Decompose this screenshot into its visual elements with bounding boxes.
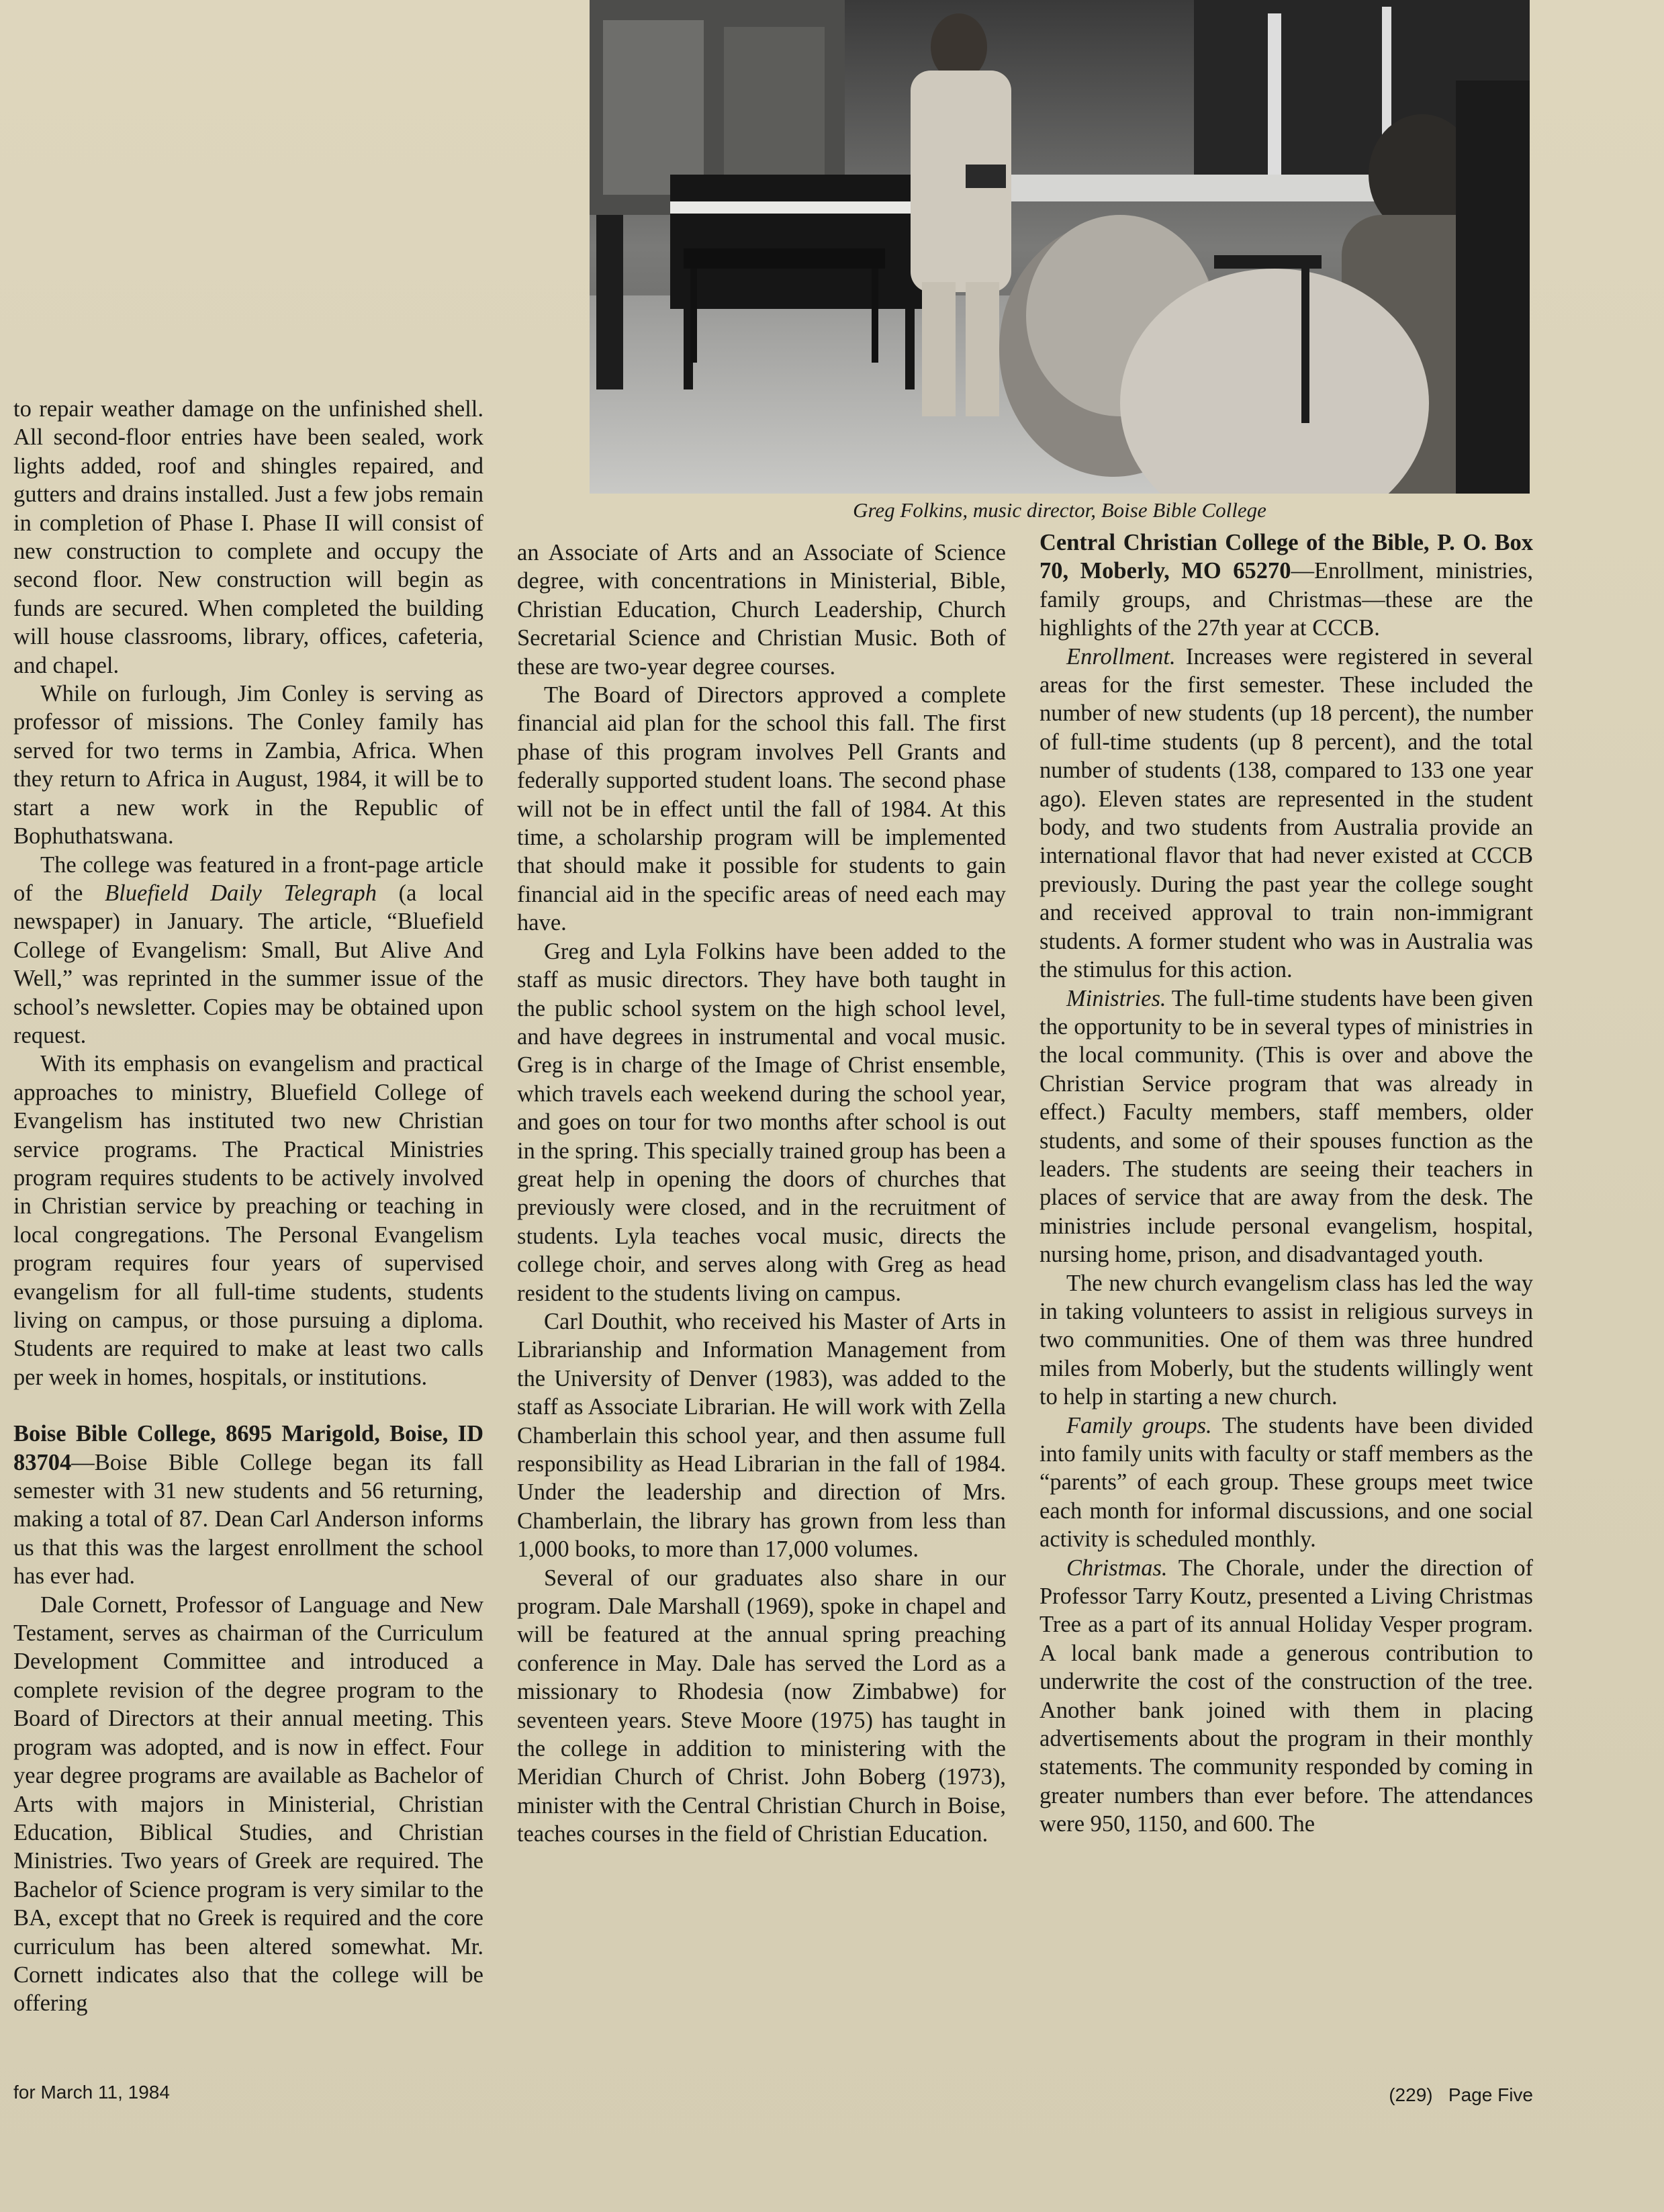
column-2: [517, 539, 1006, 1849]
text-run: The college was featured in a front-page article of the: [13, 851, 483, 906]
text-run: —Boise Bible College began its fall semester with 31 new students and 56 returning, making a total of 87. Dean Carl Anderson informs us that this was the largest enrollment the school has ever had.: [13, 1449, 483, 1589]
run-in-heading: Ministries.: [1066, 985, 1166, 1011]
run-in-heading: Enrollment.: [1066, 643, 1176, 670]
text-run: The Chorale, under the direction of Professor Tarry Koutz, presented a Living Christmas Tree as a part of its annual Holiday Vesper program. A local bank made a generous contribution to underwrite the cost of the construction of the tree. Another bank joined with them in placing advertisements about the program in their monthly statements. The community responded by coming in greater numbers than ever before. The attendances were 950, 1150, and 600. The: [1039, 1555, 1533, 1837]
section-heading: Boise Bible College, 8695 Marigold, Boise, ID 83704: [13, 1421, 483, 1475]
text-run: The full-time students have been given the opportunity to be in several types of ministries in the local community. (This is over and above the Christian Service program that was already in effect.) Faculty members, staff members, older students, and some of their spouses function as the leaders. The students are seeing their teachers in places of service that are away from the desk. The ministries include personal evangelism, hospital, nursing home, prison, and disadvantaged youth.: [1039, 985, 1533, 1268]
run-in-heading: Family groups.: [1066, 1412, 1212, 1438]
photo-caption: Greg Folkins, music director, Boise Bible College: [853, 498, 1266, 522]
paragraph: [1039, 643, 1533, 984]
section-boise-bible-college: [13, 1420, 483, 1590]
text-run: The students have been divided into family units with faculty or staff members as the “parents” of each group. These groups meet twice each month for informal discussions, and one social activity is scheduled monthly.: [1039, 1412, 1533, 1553]
run-in-heading: Christmas.: [1066, 1555, 1168, 1581]
section-central-christian-college: [1039, 528, 1533, 643]
text-run: (a local newspaper) in January. The article, “Bluefield College of Evangelism: Small, But Alive And Well,” was reprinted in the summer issue of the school’s newsletter. Copies may be obtained upon request.: [13, 880, 483, 1048]
footer-page-number: (229) Page Five: [1389, 2084, 1533, 2105]
paragraph: Several of our graduates also share in our program. Dale Marshall (1969), spoke in chapel and will be featured at the annual spring preaching conference in May. Dale has served the Lord as a missionary to Rhodesia (now Zimbabwe) for seventeen years. Steve Moore (1975) has taught in the college in addition to ministering with the Meridian Church of Christ. John Boberg (1973), minister with the Central Christian Church in Boise, teaches courses in the field of Christian Education.: [517, 1565, 1006, 1847]
footer-date: for March 11, 1984: [13, 2082, 170, 2103]
paragraph: [13, 851, 483, 1050]
paragraph: The new church evangelism class has led the way in taking volunteers to assist in religious surveys in two communities. One of them was three hundred miles from Moberly, but the students willingly went to help in starting a new church.: [1039, 1270, 1533, 1410]
paragraph: Dale Cornett, Professor of Language and New Testament, serves as chairman of the Curriculum Development Committee and introduced a complete revision of the degree program to the Board of Directors at their annual meeting. This program was adopted, and is now in effect. Four year degree programs are available as Bachelor of Arts with majors in Ministerial, Christian Education, Biblical Studies, and Christian Ministries. Two years of Greek are required. The Bachelor of Science program is very similar to the BA, except that no Greek is required and the core curriculum has been altered somewhat. Mr. Cornett indicates also that the college will be offering: [13, 1592, 483, 2017]
newspaper-title: Bluefield Daily Telegraph: [105, 880, 377, 906]
paragraph: [1039, 984, 1533, 1269]
photo-music-director: [590, 0, 1530, 494]
paragraph: Carl Douthit, who received his Master of Arts in Librarianship and Information Management from the University of Denver (1983), was added to the staff as Associate Librarian. He will work with Zella Chamberlain this school year, and then assume full responsibility as Head Librarian in the fall of 1984. Under the leadership and direction of Mrs. Chamberlain, the library has grown from less than 1,000 books, to more than 17,000 volumes.: [517, 1308, 1006, 1563]
paragraph: The Board of Directors approved a complete financial aid plan for the school this fall. The first phase of this program involves Pell Grants and federally supported student loans. The second phase will not be in effect until the fall of 1984. At this time, a scholarship program will be implemented that should make it possible for students to gain financial aid in the specific areas of need each may have.: [517, 682, 1006, 936]
paragraph: While on furlough, Jim Conley is serving as professor of missions. The Conley family has served for two terms in Zambia, Africa. When they return to Africa in August, 1984, it will be to start a new work in the Republic of Bophuthatswana.: [13, 681, 483, 849]
column-1: [13, 395, 483, 2018]
paragraph: [1039, 1412, 1533, 1554]
column-3: [1039, 528, 1533, 1839]
section-heading: Central Christian College of the Bible, P. O. Box 70, Moberly, MO 65270: [1039, 530, 1533, 584]
paragraph: Greg and Lyla Folkins have been added to the staff as music directors. They have both taught in the public school system on the high school level, and have degrees in instrumental and vocal music. Greg is in charge of the Image of Christ ensemble, which travels each weekend during the school year, and goes on tour for two months after school is out in the spring. This specially trained group has been a great help in opening the doors of churches that previously were closed, and in the recruitment of students. Lyla teaches vocal music, directs the college choir, and serves along with Greg as head resident to the students living on campus.: [517, 938, 1006, 1306]
paragraph: With its emphasis on evangelism and practical approaches to ministry, Bluefield College of Evangelism has instituted two new Christian service programs. The Practical Ministries program requires students to be actively involved in Christian service by preaching or teaching in local congregations. The Personal Evangelism program requires four years of supervised evangelism for all full-time students, students living on campus, or those pursuing a diploma. Students are required to make at least two calls per week in homes, hospitals, or institutions.: [13, 1051, 483, 1390]
paragraph: an Associate of Arts and an Associate of Science degree, with concentrations in Ministerial, Bible, Christian Education, Church Leadership, Church Secretarial Science and Christian Music. Both of these are two-year degree courses.: [517, 540, 1006, 680]
text-run: —Enrollment, ministries, family groups, and Christmas—these are the highlights of the 27th year at CCCB.: [1039, 558, 1533, 641]
photo-illustration: [590, 0, 1530, 494]
paragraph: to repair weather damage on the unfinished shell. All second-floor entries have been sealed, work lights added, roof and shingles repaired, and gutters and drains installed. Just a few jobs remain in completion of Phase I. Phase II will consist of new construction to complete and occupy the second floor. New construction will begin as funds are secured. When completed the building will house classrooms, library, offices, cafeteria, and chapel.: [13, 396, 483, 678]
paragraph: [1039, 1554, 1533, 1839]
text-run: Increases were registered in several areas for the first semester. These included the number of new students (up 18 percent), the number of full-time students (up 8 percent), and the total number of students (138, compared to 133 one year ago). Eleven states are represented in the student body, and two students from Australia provide an international flavor that had never existed at CCCB previously. During the past year the college sought and received approval to train non-immigrant students. A former student who was in Australia was the stimulus for this action.: [1039, 643, 1533, 983]
